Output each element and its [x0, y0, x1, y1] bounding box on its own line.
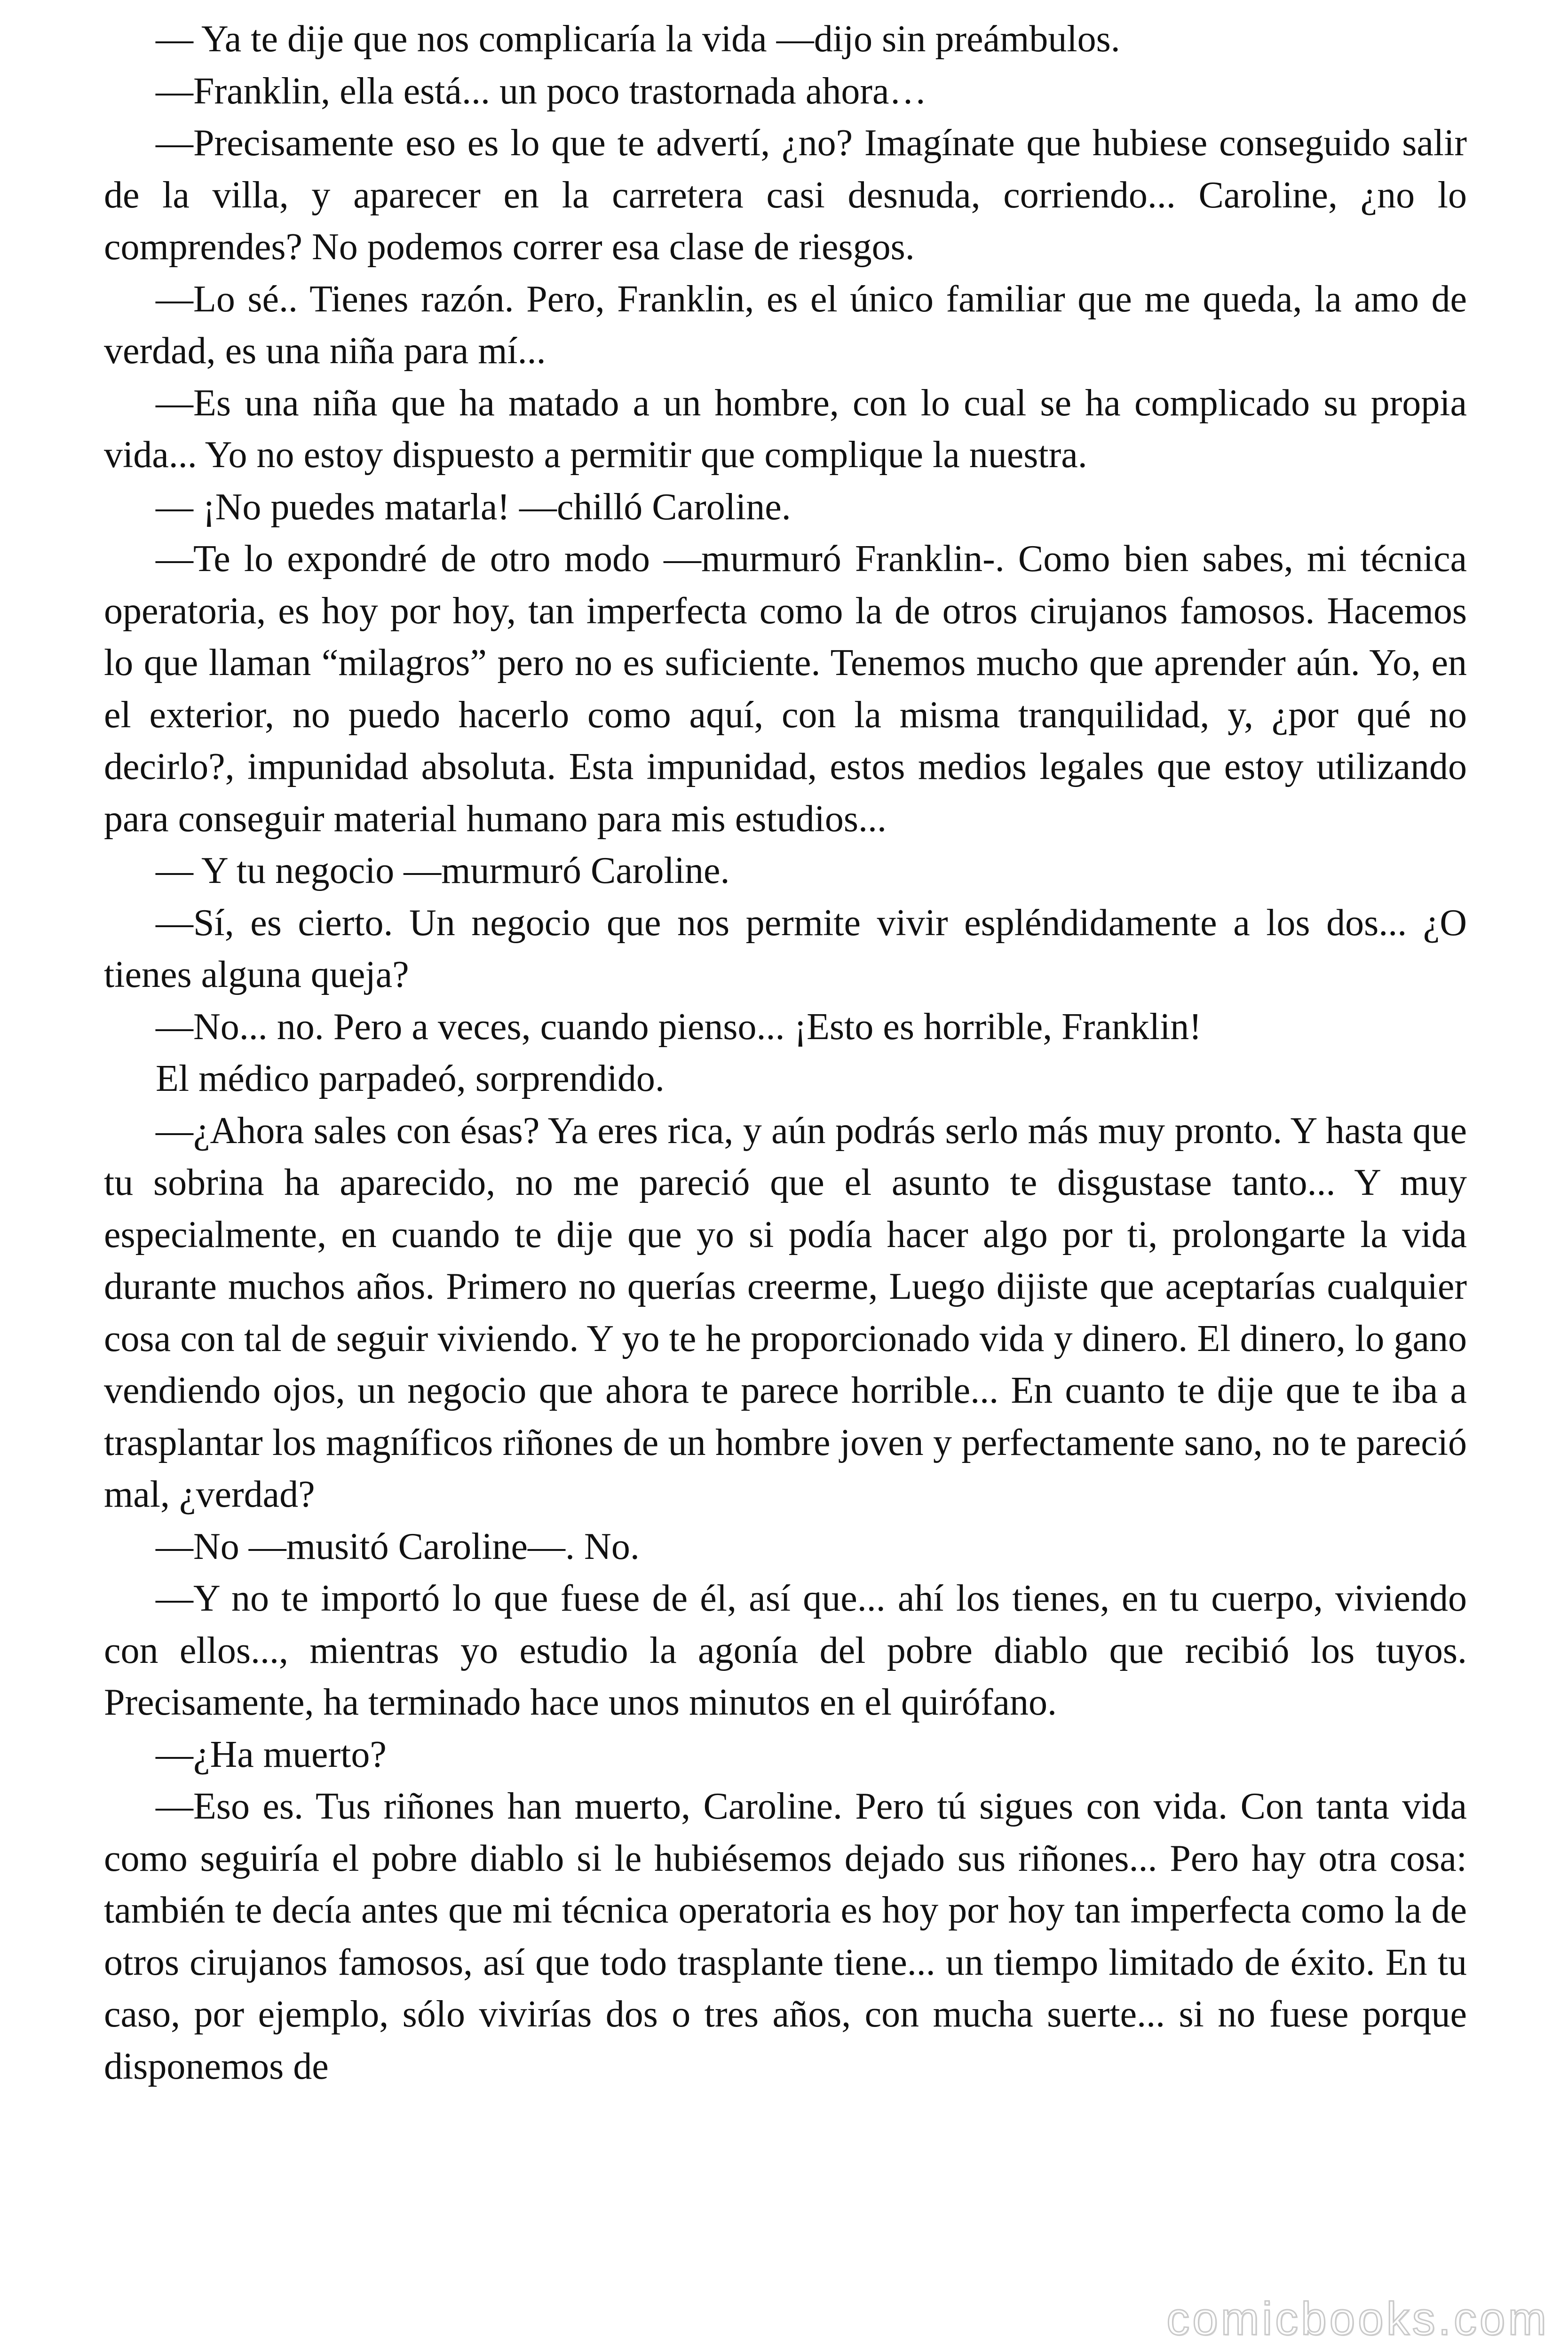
paragraph-9: —Sí, es cierto. Un negocio que nos permite vivir espléndidamente a los dos... ¿O tienes alguna queja?: [104, 902, 1467, 995]
paragraph-10: —No... no. Pero a veces, cuando pienso... ¡Esto es horrible, Franklin!: [156, 1006, 1202, 1048]
paragraph-16: —Eso es. Tus riñones han muerto, Caroline. Pero tú sigues con vida. Con tanta vida como seguiría el pobre diablo si le hubiésemos dejado sus riñones... Pero hay otra cosa: también te decía antes que mi técnica operatoria es hoy por hoy tan imperfecta como la de otros cirujanos famosos, así que todo trasplante tiene... un tiempo limitado de éxito. En tu caso, por ejemplo, sólo vivirías dos o tres años, con mucha suerte... si no fuese porque disponemos de: [104, 1786, 1467, 2087]
body-text: [104, 13, 1467, 2092]
paragraph-8: — Y tu negocio —murmuró Caroline.: [156, 850, 730, 891]
paragraph-6: — ¡No puedes matarla! —chilló Caroline.: [156, 486, 791, 528]
paragraph-1: — Ya te dije que nos complicaría la vida —dijo sin preámbulos.: [156, 18, 1120, 60]
paragraph-14: —Y no te importó lo que fuese de él, así que... ahí los tienes, en tu cuerpo, viviendo con ellos..., mientras yo estudio la agonía del pobre diablo que recibió los tuyos. Precisamente, ha terminado hace unos minutos en el quirófano.: [104, 1578, 1467, 1723]
paragraph-5: —Es una niña que ha matado a un hombre, con lo cual se ha complicado su propia vida... Yo no estoy dispuesto a permitir que complique la nuestra.: [104, 382, 1467, 476]
paragraph-15: —¿Ha muerto?: [156, 1733, 387, 1775]
paragraph-11: El médico parpadeó, sorprendido.: [156, 1058, 665, 1099]
paragraph-7: —Te lo expondré de otro modo —murmuró Franklin-. Como bien sabes, mi técnica operatoria, es hoy por hoy, tan imperfecta como la de otros cirujanos famosos. Hacemos lo que llaman “milagros” pero no es suficiente. Tenemos mucho que aprender aún. Yo, en el exterior, no puedo hacerlo como aquí, con la misma tranquilidad, y, ¿por qué no decirlo?, impunidad absoluta. Esta impunidad, estos medios legales que estoy utilizando para conseguir material humano para mis estudios...: [104, 538, 1467, 840]
paragraph-13: —No —musitó Caroline—. No.: [156, 1526, 640, 1567]
watermark: comicbooks.com: [1166, 2293, 1549, 2344]
paragraph-3: —Precisamente eso es lo que te advertí, ¿no? Imagínate que hubiese conseguido salir de la villa, y aparecer en la carretera casi desnuda, corriendo... Caroline, ¿no lo comprendes? No podemos correr esa clase de riesgos.: [104, 122, 1467, 268]
paragraph-2: —Franklin, ella está... un poco trastornada ahora…: [156, 70, 927, 112]
paragraph-12: —¿Ahora sales con ésas? Ya eres rica, y aún podrás serlo más muy pronto. Y hasta que tu sobrina ha aparecido, no me pareció que el asunto te disgustase tanto... Y muy especialmente, en cuando te dije que yo si podía hacer algo por ti, prolongarte la vida durante muchos años. Primero no querías creerme, Luego dijiste que aceptarías cualquier cosa con tal de seguir viviendo. Y yo te he proporcionado vida y dinero. El dinero, lo gano vendiendo ojos, un negocio que ahora te parece horrible... En cuanto te dije que te iba a trasplantar los magníficos riñones de un hombre joven y perfectamente sano, no te pareció mal, ¿verdad?: [104, 1110, 1467, 1515]
paragraph-4: —Lo sé.. Tienes razón. Pero, Franklin, es el único familiar que me queda, la amo de verdad, es una niña para mí...: [104, 278, 1467, 372]
